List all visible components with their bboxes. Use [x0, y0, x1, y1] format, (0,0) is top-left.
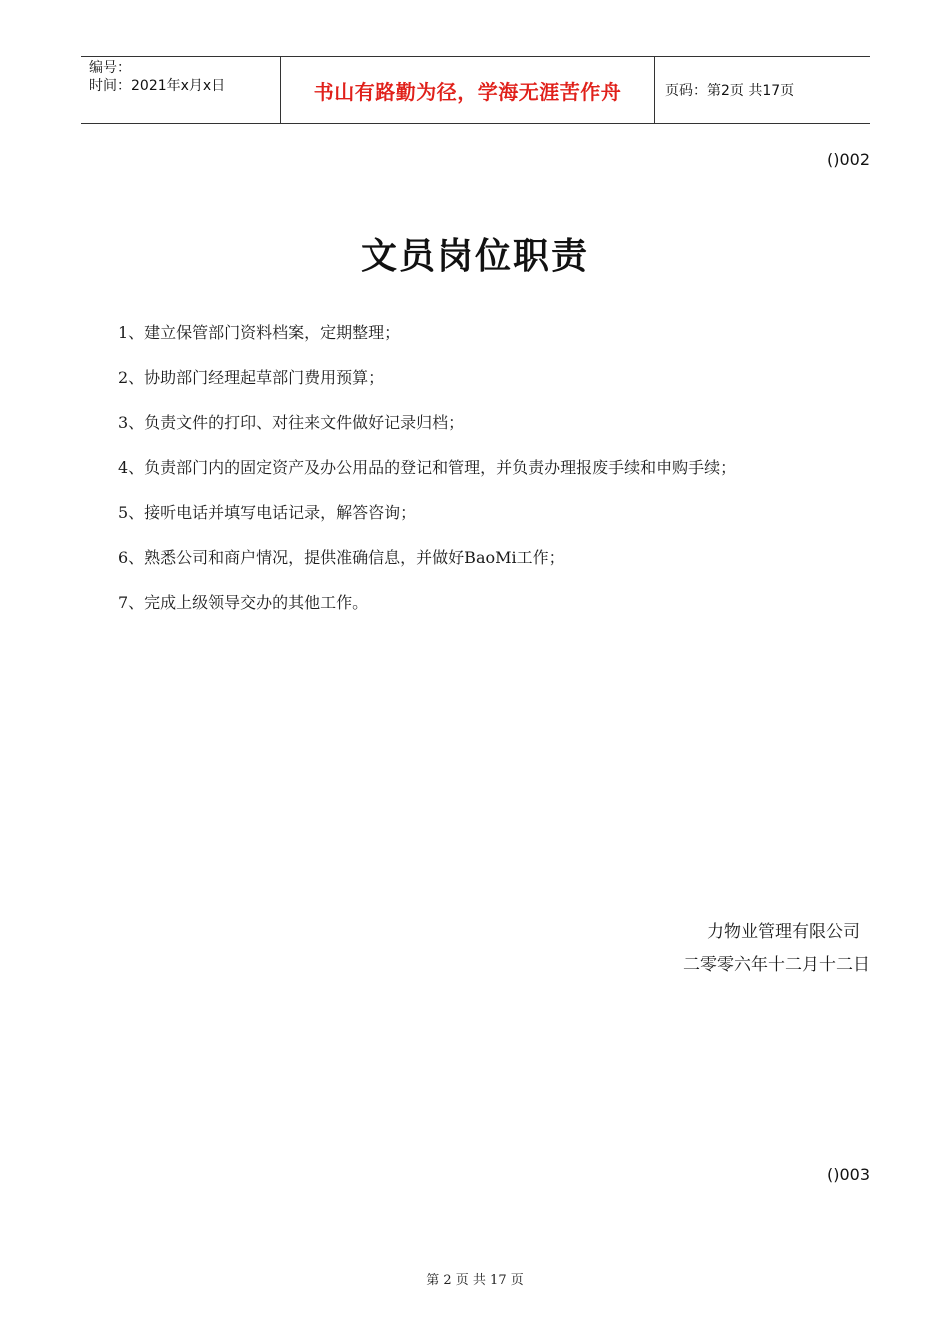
duty-item: 1、建立保管部门资料档案，定期整理； [118, 323, 401, 342]
duty-item: 6、熟悉公司和商户情况，提供准确信息，并做好BaoMi工作； [118, 548, 565, 567]
duty-item: 3、负责文件的打印、对往来文件做好记录归档； [118, 413, 465, 432]
duty-item: 5、接听电话并填写电话记录，解答咨询； [118, 503, 417, 522]
time-label: 时间：2021年x月x日 [89, 78, 226, 94]
doc-code-bottom: ()003 [826, 1165, 870, 1184]
duty-item: 2、协助部门经理起草部门费用预算； [118, 368, 385, 387]
doc-code-top: ()002 [826, 150, 870, 169]
page-title: 文员岗位职责 [360, 236, 589, 277]
duty-item: 7、完成上级领导交办的其他工作。 [118, 593, 369, 612]
page-footer: 第 2 页 共 17 页 [426, 1273, 524, 1288]
signature-date: 二零零六年十二月十二日 [683, 955, 870, 975]
duty-item: 4、负责部门内的固定资产及办公用品的登记和管理，并负责办理报废手续和申购手续； [118, 458, 737, 477]
signature-company: 力物业管理有限公司 [707, 922, 860, 942]
duty-list [118, 320, 878, 635]
header-page-info: 页码：第2页 共17页 [665, 83, 795, 99]
header-meta-cell [81, 57, 281, 123]
document-header [81, 56, 870, 124]
header-motto: 书山有路勤为径，学海无涯苦作舟 [281, 57, 655, 123]
number-label: 编号： [89, 60, 131, 76]
